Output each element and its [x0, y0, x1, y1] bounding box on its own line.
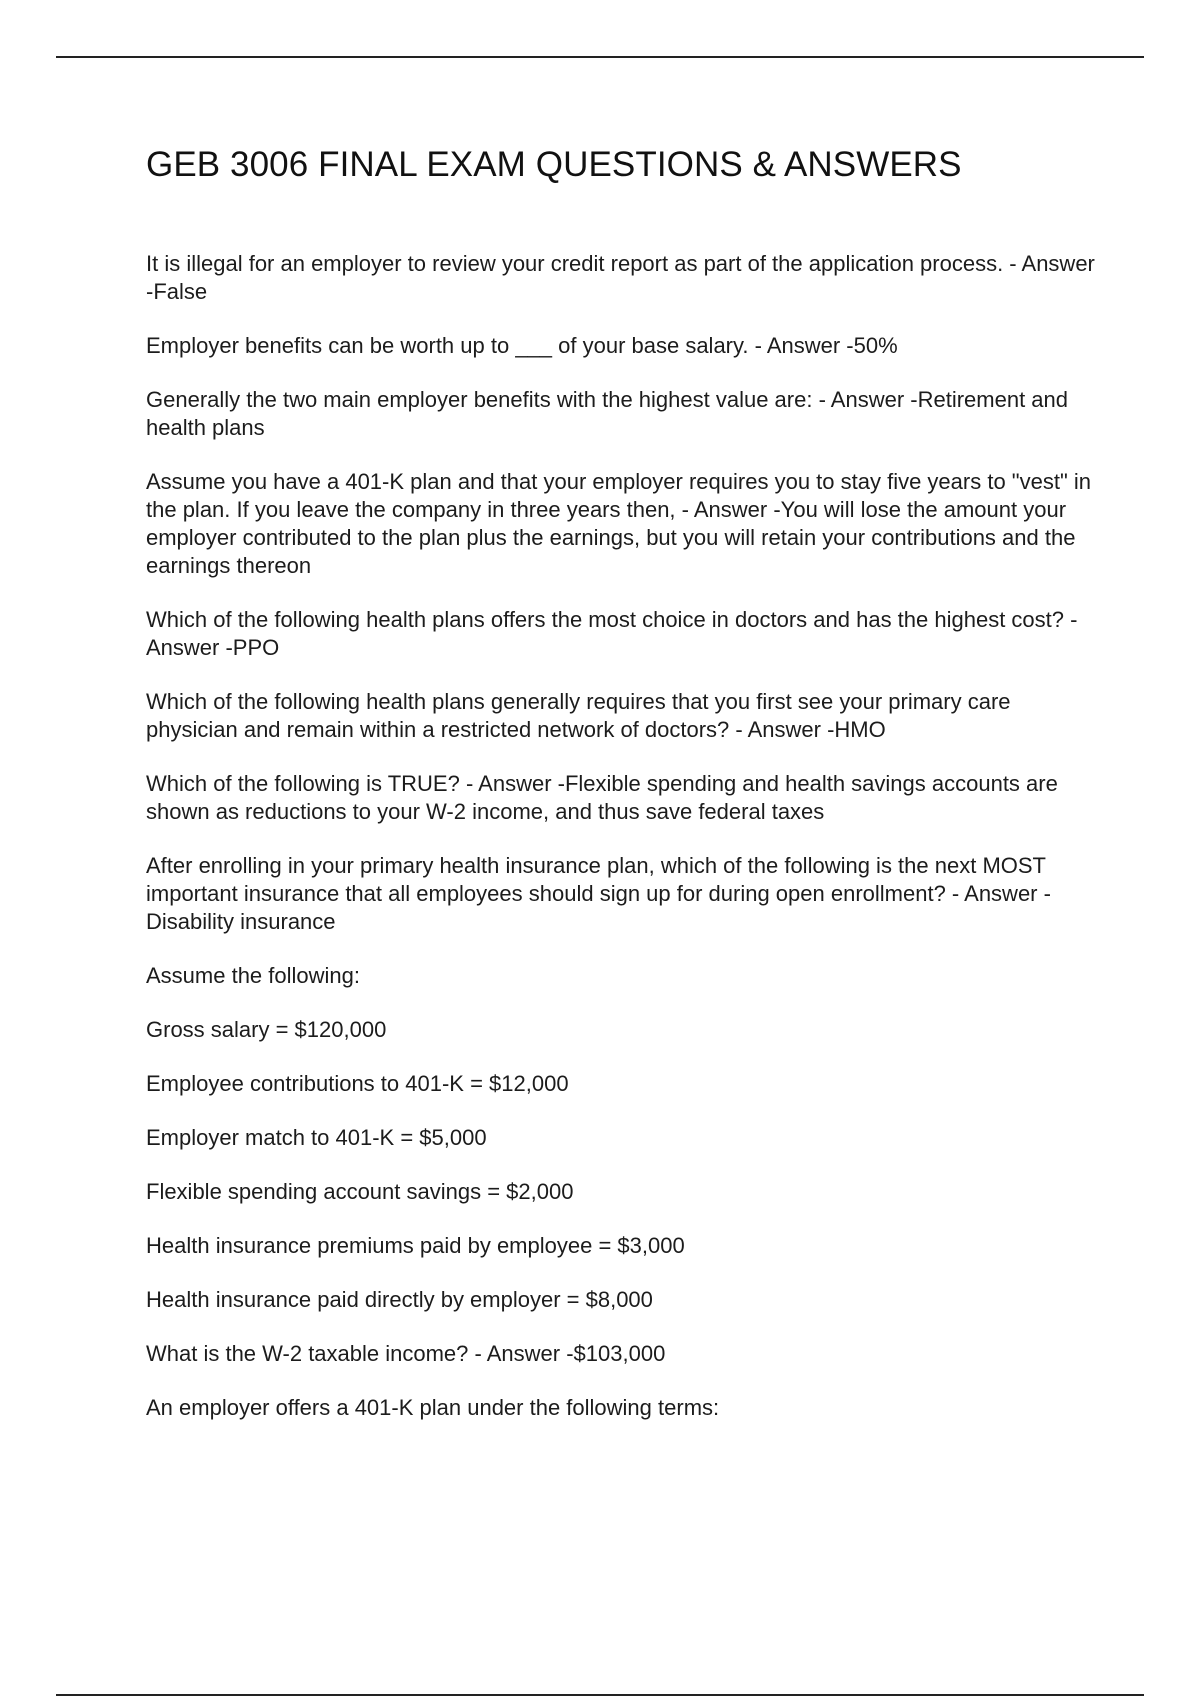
given-item: Flexible spending account savings = $2,000	[146, 1179, 574, 1204]
given-intro: Assume the following:	[146, 963, 360, 988]
given-item: Health insurance paid directly by employer = $8,000	[146, 1287, 653, 1312]
qa-paragraph: Assume you have a 401-K plan and that your employer requires you to stay five years to "vest" in the plan. If you leave the company in three years then, - Answer -You will lose the amount your employer contributed to the plan plus the earnings, but you will retain your contributions and the earnings thereon	[146, 469, 1092, 578]
given-item: Employer match to 401-K = $5,000	[146, 1125, 487, 1150]
bottom-rule	[56, 1694, 1144, 1696]
qa-paragraph: Which of the following is TRUE? - Answer -Flexible spending and health savings accounts are shown as reductions to your W-2 income, and thus save federal taxes	[146, 771, 1058, 824]
given-item: Employee contributions to 401-K = $12,000	[146, 1071, 569, 1096]
qa-paragraph: After enrolling in your primary health insurance plan, which of the following is the next MOST important insurance that all employees should sign up for during open enrollment? - Answer -Disability insurance	[146, 853, 1051, 934]
qa-paragraph: It is illegal for an employer to review your credit report as part of the application process. - Answer -False	[146, 251, 1095, 304]
document-title: GEB 3006 FINAL EXAM QUESTIONS & ANSWERS	[146, 145, 962, 184]
qa-paragraph: Generally the two main employer benefits with the highest value are: - Answer -Retirement and health plans	[146, 387, 1069, 440]
qa-paragraph: Employer benefits can be worth up to ___ of your base salary. - Answer -50%	[146, 333, 898, 358]
top-rule	[56, 56, 1144, 58]
qa-paragraph: An employer offers a 401-K plan under the following terms:	[146, 1395, 720, 1420]
qa-paragraph: Which of the following health plans offers the most choice in doctors and has the highest cost? - Answer -PPO	[146, 607, 1078, 660]
document-body	[146, 140, 1096, 1448]
given-item: Gross salary = $120,000	[146, 1017, 387, 1042]
given-item: Health insurance premiums paid by employee = $3,000	[146, 1233, 685, 1258]
qa-paragraph: What is the W-2 taxable income? - Answer -$103,000	[146, 1341, 666, 1366]
qa-paragraph: Which of the following health plans generally requires that you first see your primary care physician and remain within a restricted network of doctors? - Answer -HMO	[146, 689, 1011, 742]
